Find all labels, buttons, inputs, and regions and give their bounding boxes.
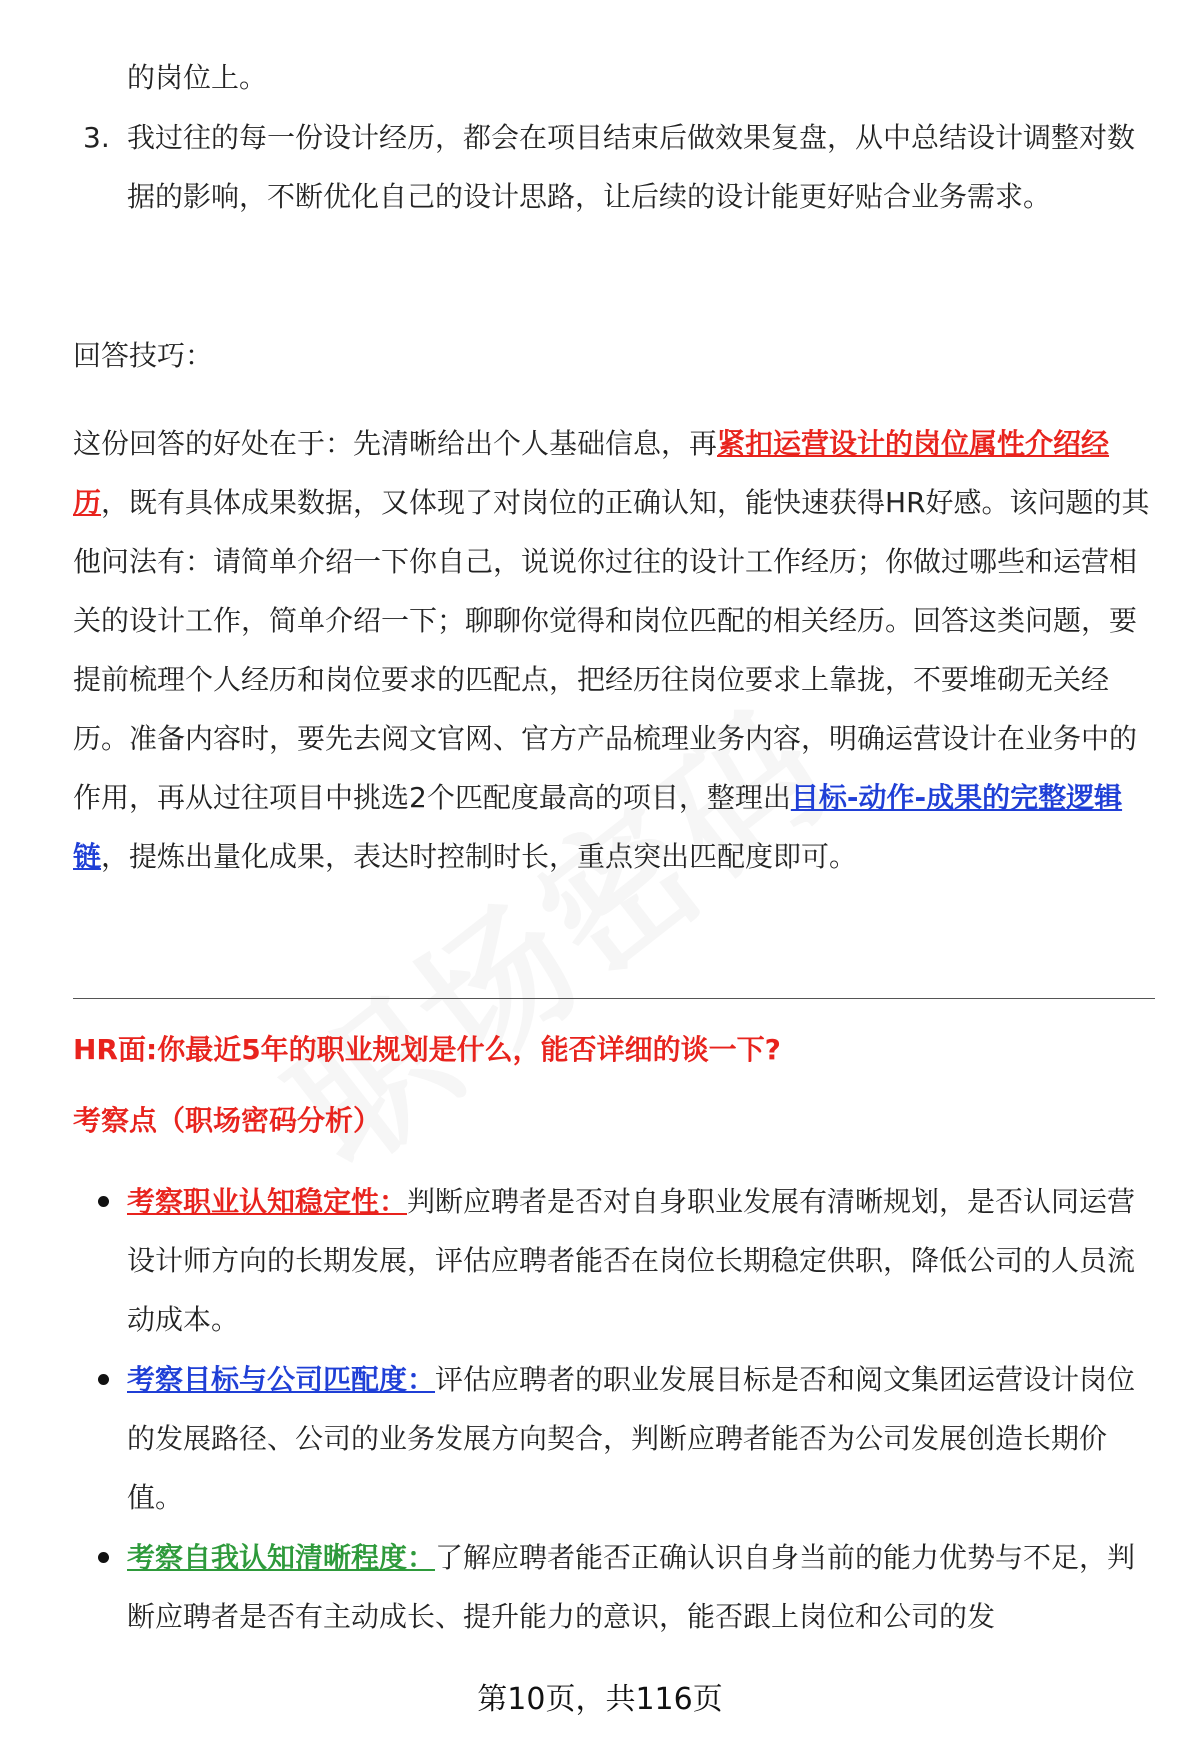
bullet-item-1: [127, 1172, 1157, 1349]
page-number-footer: 第10页，共116页: [477, 1682, 723, 1717]
bullet-label: 考察职业认知稳定性：: [127, 1185, 408, 1218]
question-title: HR面:你最近5年的职业规划是什么，能否详细的谈一下?: [73, 1033, 781, 1066]
bullet-text: 了解应聘者能否正确认识自身当前的能力优势与不足，判断应聘者是否有主动成长、提升能力的意识，能否跟上岗位和公司的发: [127, 1541, 1136, 1633]
bullet-text: 评估应聘者的职业发展目标是否和阅文集团运营设计岗位的发展路径、公司的业务发展方向契合，判断应聘者能否为公司发展创造长期价值。: [127, 1363, 1136, 1514]
bullet-label[interactable]: 考察自我认知清晰程度：: [127, 1541, 436, 1574]
list-item-3: 我过往的每一份设计经历，都会在项目结束后做效果复盘，从中总结设计调整对数据的影响，不断优化自己的设计思路，让后续的设计能更好贴合业务需求。: [127, 121, 1136, 213]
bullet-label[interactable]: 考察目标与公司匹配度：: [127, 1363, 436, 1396]
bullet-dot: [98, 1374, 109, 1385]
section-divider: [73, 998, 1155, 999]
question-subtitle: 考察点（职场密码分析）: [73, 1104, 382, 1137]
tips-logic-chain-link[interactable]: 目标-动作-成果的完整逻辑链: [73, 781, 1123, 873]
bullet-text: 判断应聘者是否对自身职业发展有清晰规划，是否认同运营设计师方向的长期发展，评估应聘者能否在岗位长期稳定供职，降低公司的人员流动成本。: [127, 1185, 1136, 1336]
list-number-3: 3.: [83, 121, 110, 154]
tips-text-1: 这份回答的好处在于：先清晰给出个人基础信息，再: [73, 427, 718, 460]
tips-label: 回答技巧：: [73, 339, 214, 372]
bullet-dot: [98, 1552, 109, 1563]
tips-highlight: 紧扣运营设计的岗位属性介绍经历: [73, 427, 1110, 519]
bullet-dot: [98, 1196, 109, 1207]
tips-paragraph: [73, 414, 1153, 886]
list-continuation: 的岗位上。: [127, 61, 268, 94]
bullet-item-2: [127, 1350, 1157, 1527]
tips-text-2: ，既有具体成果数据，又体现了对岗位的正确认知，能快速获得HR好感。该问题的其他问法有：请简单介绍一下你自己，说说你过往的设计工作经历；你做过哪些和运营相关的设计工作，简单介绍一下；聊聊你觉得和岗位匹配的相关经历。回答这类问题，要提前梳理个人经历和岗位要求的匹配点，把经历往岗位要求上靠拢，不要堆砌无关经历。准备内容时，要先去阅文官网、官方产品梳理业务内容，明确运营设计在业务中的作用，再从过往项目中挑选2个匹配度最高的项目，整理出: [73, 486, 1150, 814]
bullet-item-3: [127, 1528, 1157, 1646]
tips-text-3: ，提炼出量化成果，表达时控制时长，重点突出匹配度即可。: [101, 840, 858, 873]
